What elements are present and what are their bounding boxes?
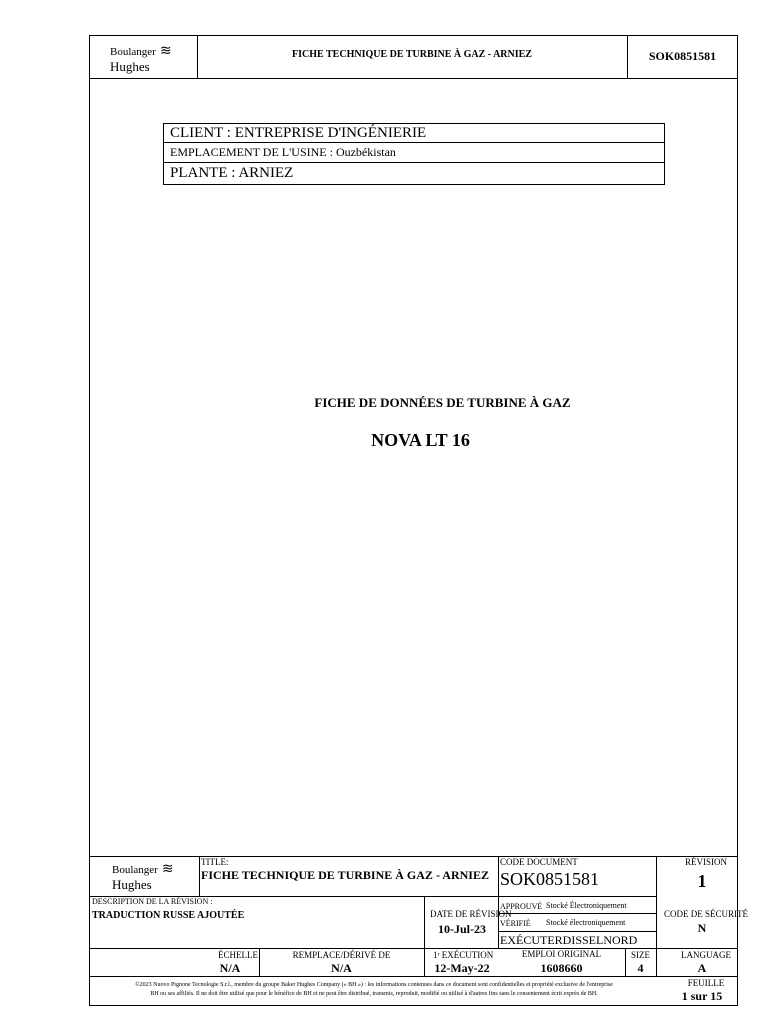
tb-rev-desc-value: TRADUCTION RUSSE AJOUTÉE	[92, 910, 245, 921]
tb-verified-label: VÉRIFIÉ	[500, 919, 531, 928]
tb-first-exec-label: 1ʳ EXÉCUTION	[433, 950, 494, 960]
tb-replaces-label: REMPLACE/DÉRIVÉ DE	[292, 950, 391, 960]
tb-copyright-line-1: ©2023 Nuovo Pignone Tecnologie S.r.l., membre du groupe Baker Hughes Company (« BH ») : les informations contenues dans ce document sont confidentielles et propriété exclusive de l'entreprise	[135, 982, 613, 988]
tb-original-value: 1608660	[540, 961, 583, 975]
tb-language-label: LANGUAGE	[681, 950, 731, 960]
tb-rev-date-label: DATE DE RÉVISION	[430, 909, 512, 919]
tb-sheet-value: 1 sur 15	[681, 989, 723, 1003]
tb-row-line-3	[89, 976, 738, 977]
tb-code-label: CODE DOCUMENT	[500, 857, 578, 867]
tb-logo-swirl-icon: ≋	[161, 861, 174, 877]
tb-rev-desc-label: DESCRIPTION DE LA RÉVISION :	[92, 897, 213, 906]
tb-title-label: TITLE:	[201, 857, 229, 867]
tb-logo-text-bottom: Hughes	[112, 877, 152, 892]
tb-row-line-verify	[498, 931, 656, 932]
tb-rev-date-value: 10-Jul-23	[438, 922, 486, 936]
tb-logo	[112, 860, 194, 891]
tb-security-label: CODE DE SÉCURITÉ	[664, 909, 748, 919]
tb-sheet-label: FEUILLE	[687, 978, 725, 988]
tb-size-value: 4	[637, 961, 644, 975]
plant-line: PLANTE : ARNIEZ	[170, 165, 294, 181]
tb-revision-value: 1	[697, 871, 707, 891]
logo-text-top: Boulanger	[110, 46, 156, 58]
tb-replaces-value: N/A	[331, 961, 352, 975]
title-block-top	[89, 856, 738, 857]
tb-language-value: A	[697, 961, 707, 975]
tb-verified-value: Stocké électroniquement	[546, 918, 626, 927]
tb-sep-logo	[199, 856, 200, 896]
tb-approved-label: APPROUVÉ	[500, 902, 543, 911]
tb-approved-value: Stocké Électroniquement	[546, 901, 627, 910]
tb-copyright	[94, 981, 654, 999]
model-title: NOVA LT 16	[371, 430, 470, 450]
tb-logo-text-top: Boulanger	[112, 864, 158, 876]
tb-code-value: SOK0851581	[500, 869, 600, 889]
tb-row-line-approve	[498, 913, 656, 914]
tb-row-line-1b	[498, 896, 656, 897]
header-doc-code: SOK0851581	[648, 49, 717, 63]
tb-title-value: FICHE TECHNIQUE DE TURBINE À GAZ - ARNIEZ	[201, 868, 489, 882]
logo-text-bottom: Hughes	[110, 59, 150, 74]
tb-scale-value: N/A	[219, 961, 241, 975]
header-title: FICHE TECHNIQUE DE TURBINE À GAZ - ARNIEZ	[292, 49, 532, 60]
tb-copyright-line-2: BH ou ses affiliés. Il ne doit être utilisé que pour le bénéfice de BH et ne peut être distribué, transmis, reproduit, modifié ou utilisé à d'autres fins sans le consentement écrit exprès de BH.	[150, 991, 598, 997]
tb-security-value: N	[697, 921, 707, 935]
tb-original-label: EMPLOI ORIGINAL	[521, 949, 602, 959]
tb-scale-label: ÉCHELLE	[218, 950, 258, 960]
header-logo	[110, 42, 190, 73]
tb-row-line-2	[89, 948, 738, 949]
info-row-divider-1	[163, 142, 665, 143]
tb-size-label: SIZE	[631, 950, 650, 960]
client-line: CLIENT : ENTREPRISE D'INGÉNIERIE	[170, 125, 427, 141]
tb-revision-label: RÉVISION	[685, 857, 727, 867]
datasheet-subtitle: FICHE DE DONNÉES DE TURBINE À GAZ	[314, 395, 571, 410]
header-divider	[89, 78, 738, 79]
location-line: EMPLACEMENT DE L'USINE : Ouzbékistan	[170, 145, 396, 159]
tb-first-exec-value: 12-May-22	[434, 961, 490, 975]
tb-executed-value: EXÉCUTERDISSELNORD	[500, 933, 638, 947]
logo-swirl-icon: ≋	[159, 43, 172, 59]
